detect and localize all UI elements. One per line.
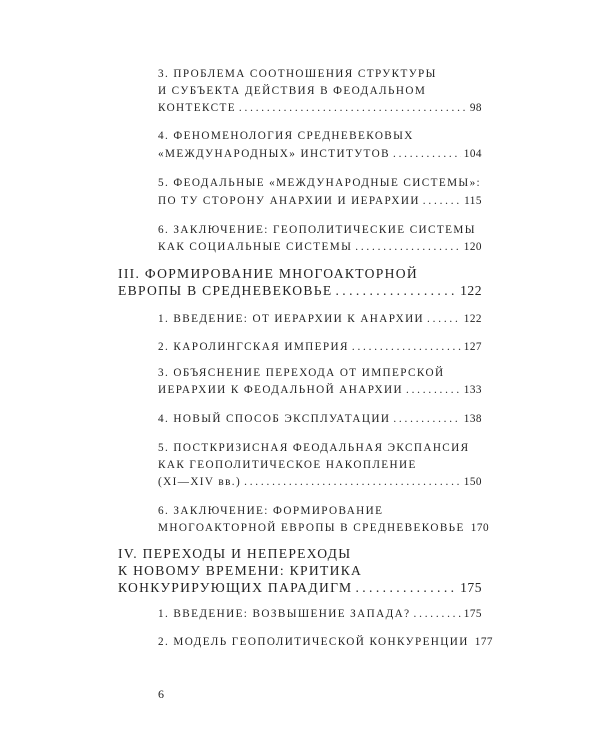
dot-leader [239, 102, 467, 114]
dot-leader [244, 476, 461, 488]
toc-entry-line [158, 522, 490, 534]
dot-leader [393, 148, 461, 160]
dot-leader [355, 580, 457, 596]
dot-leader [427, 313, 461, 325]
toc-entry-line [158, 241, 482, 253]
toc-entry-text: И СУБЪЕКТА ДЕЙСТВИЯ В ФЕОДАЛЬНОМ [158, 85, 427, 97]
toc-entry-text: ИЕРАРХИИ К ФЕОДАЛЬНОЙ АНАРХИИ [158, 384, 403, 396]
toc-entry-text: 6. ЗАКЛЮЧЕНИЕ: ГЕОПОЛИТИЧЕСКИЕ СИСТЕМЫ [158, 224, 476, 236]
toc-entry-line [158, 85, 426, 97]
toc-entry-line [158, 130, 414, 142]
toc-page-number: 133 [463, 384, 482, 396]
toc-page-number: 115 [464, 195, 482, 207]
toc-entry-line [158, 608, 482, 620]
toc-entry-text: 3. ОБЪЯСНЕНИЕ ПЕРЕХОДА ОТ ИМПЕРСКОЙ [158, 367, 445, 379]
dot-leader [406, 384, 461, 396]
toc-entry-text: 1. ВВЕДЕНИЕ: ОТ ИЕРАРХИИ К АНАРХИИ [158, 313, 425, 325]
toc-entry-line [158, 367, 444, 379]
toc-entry-line [158, 68, 437, 80]
chapter-heading-text: III. ФОРМИРОВАНИЕ МНОГОАКТОРНОЙ [118, 266, 418, 281]
toc-entry-line [158, 476, 482, 488]
dot-leader [355, 241, 460, 253]
toc-entry-line [158, 102, 482, 114]
toc-page-number: 104 [463, 148, 482, 160]
toc-entry-text: КАК СОЦИАЛЬНЫЕ СИСТЕМЫ [158, 241, 353, 253]
toc-entry-text: 4. НОВЫЙ СПОСОБ ЭКСПЛУАТАЦИИ [158, 413, 391, 425]
toc-entry-text: 2. МОДЕЛЬ ГЕОПОЛИТИЧЕСКОЙ КОНКУРЕНЦИИ [158, 636, 469, 648]
toc-entry-line [158, 384, 482, 396]
toc-entry-line [158, 442, 470, 454]
page-folio-number: 6 [158, 687, 164, 701]
dot-leader [393, 413, 460, 425]
toc-entry-line [158, 177, 481, 189]
toc-entry-text: 2. КАРОЛИНГСКАЯ ИМПЕРИЯ [158, 341, 349, 353]
toc-entry-text: (XI—XIV вв.) [158, 476, 242, 488]
toc-entry-text: 1. ВВЕДЕНИЕ: ВОЗВЫШЕНИЕ ЗАПАДА? [158, 608, 411, 620]
toc-entry-text: 3. ПРОБЛЕМА СООТНОШЕНИЯ СТРУКТУРЫ [158, 68, 437, 80]
toc-entry-text: 5. ФЕОДАЛЬНЫЕ «МЕЖДУНАРОДНЫЕ СИСТЕМЫ»: [158, 177, 482, 189]
toc-entry-text: 5. ПОСТКРИЗИСНАЯ ФЕОДАЛЬНАЯ ЭКСПАНСИЯ [158, 442, 470, 454]
chapter-heading-line [118, 580, 482, 596]
dot-leader [414, 608, 461, 620]
toc-entry-line [158, 459, 417, 471]
toc-page-number: 170 [470, 522, 490, 534]
toc-entry-line [158, 505, 383, 517]
toc-page-number: 177 [474, 636, 494, 648]
toc-entry-line [158, 413, 482, 425]
toc-entry-line [158, 224, 476, 236]
dot-leader [335, 283, 457, 299]
toc-entry-text: МНОГОАКТОРНОЙ ЕВРОПЫ В СРЕДНЕВЕКОВЬЕ [158, 522, 465, 534]
toc-entry-text: ПО ТУ СТОРОНУ АНАРХИИ И ИЕРАРХИИ [158, 195, 420, 207]
toc-entry-text: 4. ФЕНОМЕНОЛОГИЯ СРЕДНЕВЕКОВЫХ [158, 130, 414, 142]
chapter-heading-text: КОНКУРИРУЮЩИХ ПАРАДИГМ [118, 580, 353, 595]
toc-page-number: 120 [463, 241, 482, 253]
toc-entry-line [158, 148, 482, 160]
toc-entry-line [158, 195, 482, 207]
toc-page-number: 98 [469, 102, 482, 114]
chapter-heading-text: К НОВОМУ ВРЕМЕНИ: КРИТИКА [118, 563, 363, 578]
toc-entry-line [158, 313, 482, 325]
toc-page-number: 175 [460, 580, 482, 595]
toc-entry-text: «МЕЖДУНАРОДНЫХ» ИНСТИТУТОВ [158, 148, 390, 160]
toc-page-number: 127 [463, 341, 482, 353]
toc-page-number: 122 [460, 283, 482, 298]
toc-page-number: 175 [463, 608, 482, 620]
toc-page-number: 150 [463, 476, 482, 488]
dot-leader [352, 341, 461, 353]
chapter-heading-line [118, 266, 418, 282]
toc-entry-text: КАК ГЕОПОЛИТИЧЕСКОЕ НАКОПЛЕНИЕ [158, 459, 417, 471]
chapter-heading-text: IV. ПЕРЕХОДЫ И НЕПЕРЕХОДЫ [118, 546, 352, 561]
dot-leader [423, 195, 461, 207]
toc-entry-line [158, 636, 494, 648]
chapter-heading-line [118, 563, 362, 579]
toc-entry-line [158, 341, 482, 353]
toc-page-number: 122 [463, 313, 482, 325]
toc-entry-text: КОНТЕКСТЕ [158, 102, 236, 114]
chapter-heading-text: ЕВРОПЫ В СРЕДНЕВЕКОВЬЕ [118, 283, 333, 298]
toc-entry-text: 6. ЗАКЛЮЧЕНИЕ: ФОРМИРОВАНИЕ [158, 505, 384, 517]
chapter-heading-line [118, 546, 351, 562]
chapter-heading-line [118, 283, 482, 299]
toc-page-number: 138 [463, 413, 482, 425]
